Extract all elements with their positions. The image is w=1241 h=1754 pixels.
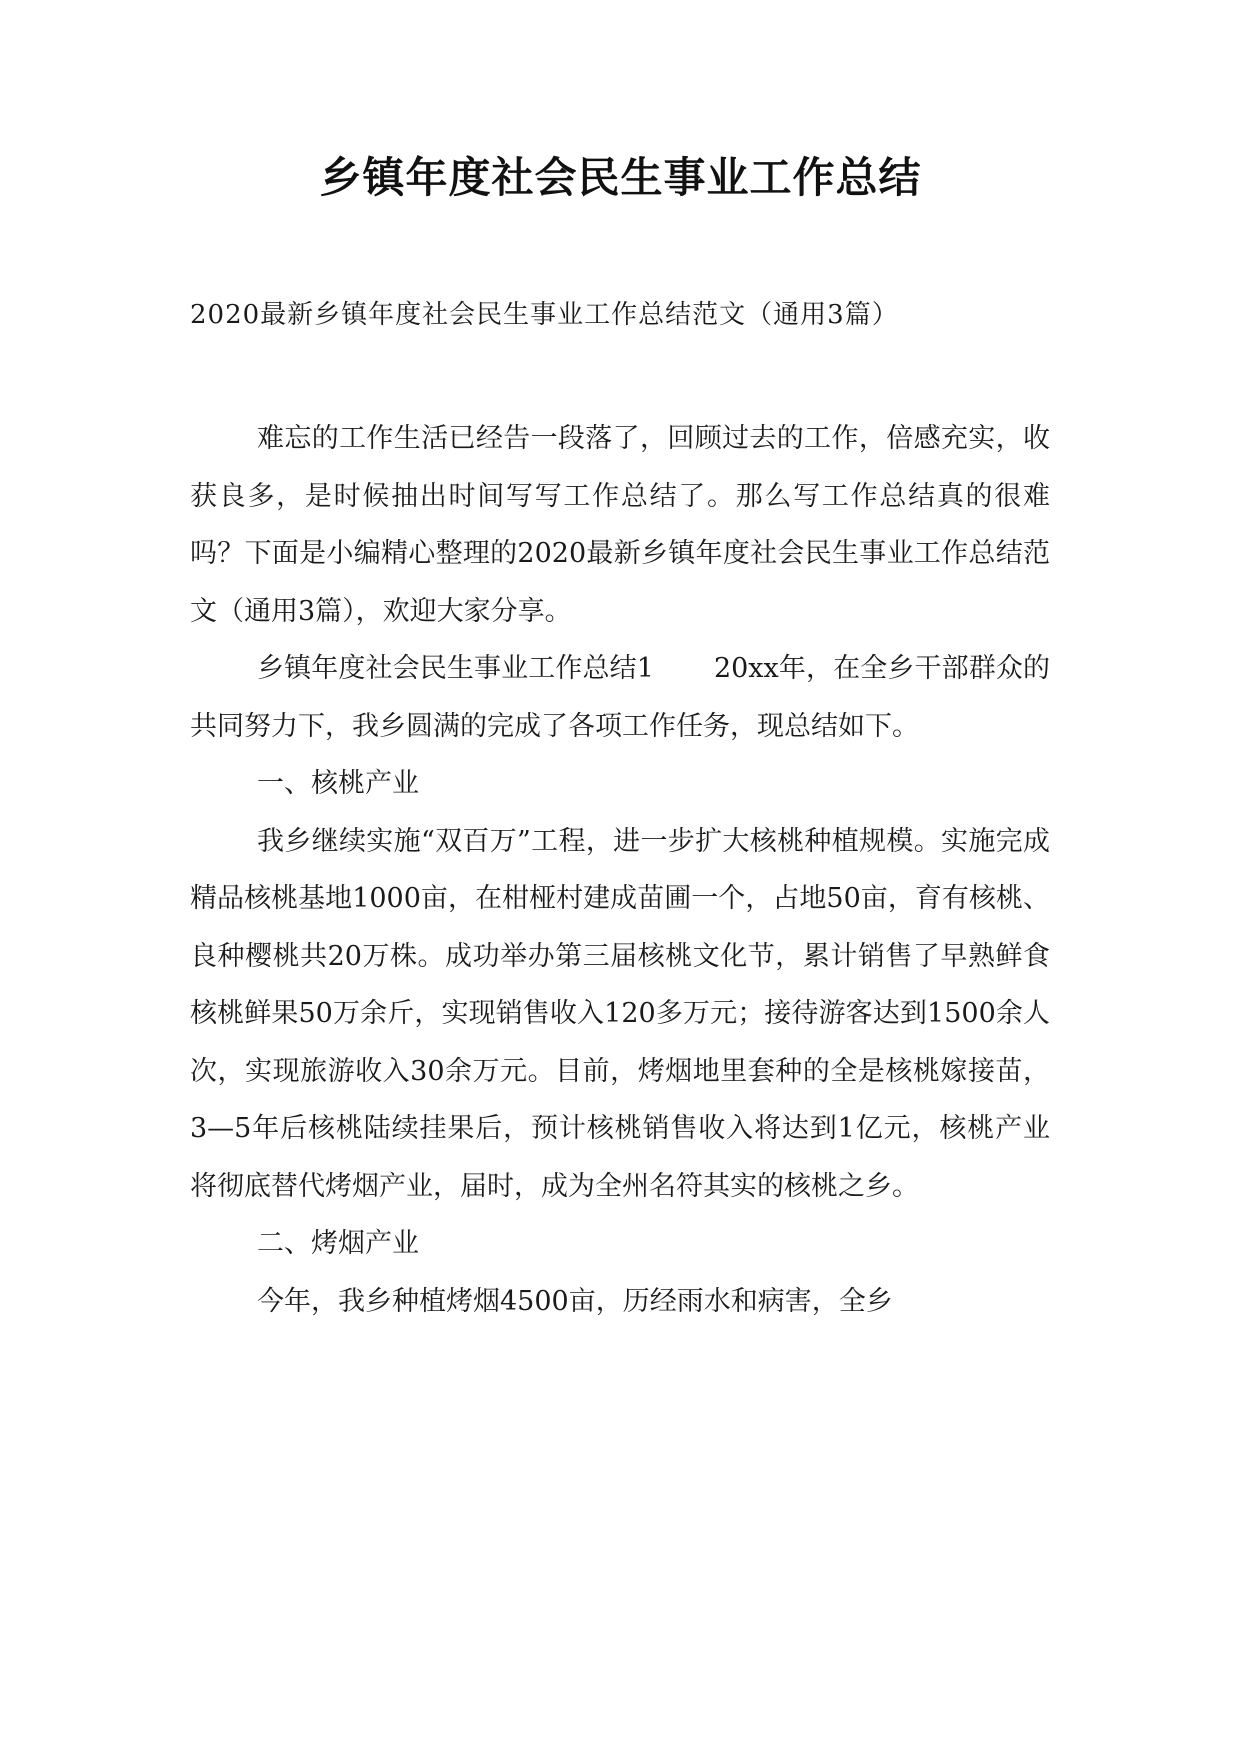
heading-tobacco-industry: 二、烤烟产业 (257, 1228, 419, 1259)
section-intro-text: 20xx年，在全乡干部群众的共同努力下，我乡圆满的完成了各项工作任务，现总结如下。 (190, 653, 1050, 742)
section-intro-paragraph (190, 640, 1050, 755)
walnut-paragraph: 我乡继续实施“双百万”工程，进一步扩大核桃种植规模。实施完成精品核桃基地1000亩，在柑桠村建成苗圃一个，占地50亩，育有核桃、良种樱桃共20万株。成功举办第三届核桃文化节，累计销售了早熟鲜食核桃鲜果50万余斤，实现销售收入120多万元；接待游客达到1500余人次，实现旅游收入30余万元。目前，烤烟地里套种的全是核桃嫁接苗，3—5年后核桃陆续挂果后，预计核桃销售收入将达到1亿元，核桃产业将彻底替代烤烟产业，届时，成为全州名符其实的核桃之乡。 (190, 825, 1050, 1202)
document-title: 乡镇年度社会民生事业工作总结 (319, 153, 922, 202)
intro-paragraph: 难忘的工作生活已经告一段落了，回顾过去的工作，倍感充实，收获良多，是时候抽出时间写写工作总结了。那么写工作总结真的很难吗？下面是小编精心整理的2020最新乡镇年度社会民生事业工作总结范文（通用3篇），欢迎大家分享。 (190, 423, 1050, 627)
document-body (190, 410, 1050, 1330)
tobacco-paragraph: 今年，我乡种植烤烟4500亩，历经雨水和病害，全乡 (257, 1285, 893, 1317)
section-title: 乡镇年度社会民生事业工作总结1 (257, 653, 654, 684)
heading-walnut-industry: 一、核桃产业 (257, 768, 419, 799)
document-subtitle: 2020最新乡镇年度社会民生事业工作总结范文（通用3篇） (190, 300, 899, 330)
